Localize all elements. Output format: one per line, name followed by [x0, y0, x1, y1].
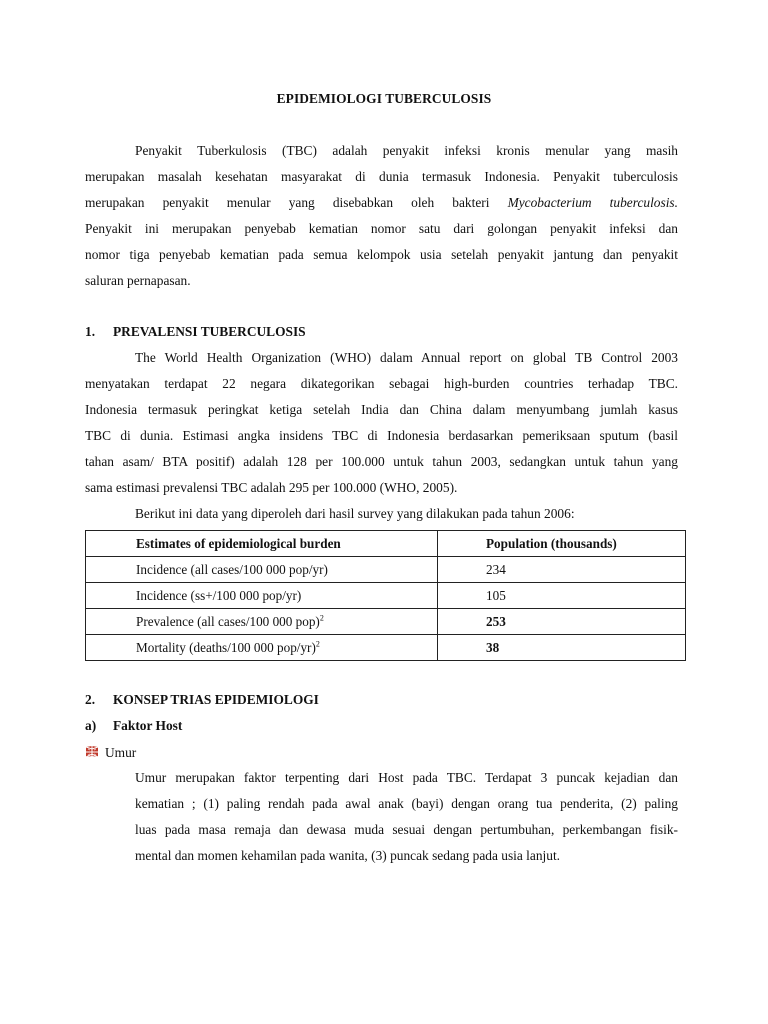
- table-header-population: Population (thousands): [438, 531, 686, 557]
- table-cell-value: 253: [438, 609, 686, 635]
- section-2-line: luas pada masa remaja dan dewasa muda sesuai dengan pertumbuhan, perkembangan fisik-: [135, 822, 678, 837]
- section-2-line: kematian ; (1) paling rendah pada awal anak (bayi) dengan orang tua penderita, (2) paling: [135, 796, 678, 811]
- section-1-line: TBC di dunia. Estimasi angka insidens TBC di Indonesia berdasarkan pemeriksaan sputum (basil: [85, 428, 678, 443]
- section-2-title: KONSEP TRIAS EPIDEMIOLOGI: [113, 692, 319, 707]
- table-cell-label: [86, 609, 438, 635]
- section-1-title: PREVALENSI TUBERCULOSIS: [113, 324, 306, 339]
- section-1-paragraph: [85, 345, 678, 527]
- subsection-a-number: a): [85, 718, 97, 733]
- section-1-line: menyatakan terdapat 22 negara dikategorikan sebagai high-burden countries terhadap TBC.: [85, 376, 678, 391]
- section-1-number: 1.: [85, 324, 96, 339]
- burden-table: [85, 530, 686, 661]
- section-2-paragraph: [135, 765, 678, 869]
- bullet-label: Umur: [105, 745, 137, 760]
- section-1-heading: [85, 324, 306, 340]
- intro-line-text: merupakan penyakit menular yang disebabkan oleh bakteri: [85, 195, 490, 210]
- section-1-line: The World Health Organization (WHO) dalam Annual report on global TB Control 2003: [135, 350, 678, 365]
- intro-paragraph: [85, 138, 678, 294]
- intro-line: saluran pernapasan.: [85, 273, 191, 288]
- intro-line: nomor tiga penyebab kematian pada semua kelompok usia setelah penyakit jantung dan penyakit: [85, 247, 678, 262]
- table-cell-label: Incidence (ss+/100 000 pop/yr): [86, 583, 438, 609]
- table-cell-label: [86, 635, 438, 661]
- italic-term: Mycobacterium tuberculosis.: [507, 195, 678, 210]
- table-row: [86, 635, 686, 661]
- table-intro: Berikut ini data yang diperoleh dari hasil survey yang dilakukan pada tahun 2006:: [135, 506, 575, 521]
- document-title: EPIDEMIOLOGI TUBERCULOSIS: [276, 91, 492, 106]
- table-cell-value: 38: [438, 635, 686, 661]
- section-2-heading: [85, 692, 319, 708]
- table-header-row: [86, 531, 686, 557]
- subsection-a-title: Faktor Host: [113, 718, 183, 733]
- table-cell-label-text: Prevalence (all cases/100 000 pop): [136, 613, 320, 629]
- footnote-marker: 2: [319, 613, 324, 623]
- subsection-a-heading: [85, 718, 182, 734]
- section-1-line: Indonesia termasuk peringkat ketiga setelah India dan China dalam menyumbang jumlah kasus: [85, 402, 678, 417]
- intro-line: Penyakit ini merupakan penyebab kematian nomor satu dari golongan penyakit infeksi dan: [85, 221, 678, 236]
- bullet-item: [85, 745, 136, 761]
- intro-line: merupakan masalah kesehatan masyarakat di dunia termasuk Indonesia. Penyakit tuberculosis: [85, 169, 678, 184]
- section-2-line: Umur merupakan faktor terpenting dari Host pada TBC. Terdapat 3 puncak kejadian dan: [135, 770, 678, 785]
- table-cell-value: 234: [438, 557, 686, 583]
- table-row: [86, 609, 686, 635]
- section-2-number: 2.: [85, 692, 96, 707]
- section-1-line: sama estimasi prevalensi TBC adalah 295 per 100.000 (WHO, 2005).: [85, 480, 458, 495]
- table-header-estimates: Estimates of epidemiological burden: [86, 531, 438, 557]
- intro-line: [85, 190, 678, 216]
- table-cell-label: Incidence (all cases/100 000 pop/yr): [86, 557, 438, 583]
- section-1-line: tahan asam/ BTA positif) adalah 128 per 100.000 untuk tahun 2003, sedangkan untuk tahun yang: [85, 454, 678, 469]
- intro-line: Penyakit Tuberkulosis (TBC) adalah penyakit infeksi kronis menular yang masih: [135, 143, 678, 158]
- bullet-flag-icon: [85, 746, 99, 758]
- table-row: [86, 557, 686, 583]
- table-row: [86, 583, 686, 609]
- section-2-line: mental dan momen kehamilan pada wanita, (3) puncak sedang pada usia lanjut.: [135, 848, 561, 863]
- footnote-marker: 2: [315, 639, 320, 649]
- table-cell-value: 105: [438, 583, 686, 609]
- table-cell-label-text: Mortality (deaths/100 000 pop/yr): [136, 639, 316, 655]
